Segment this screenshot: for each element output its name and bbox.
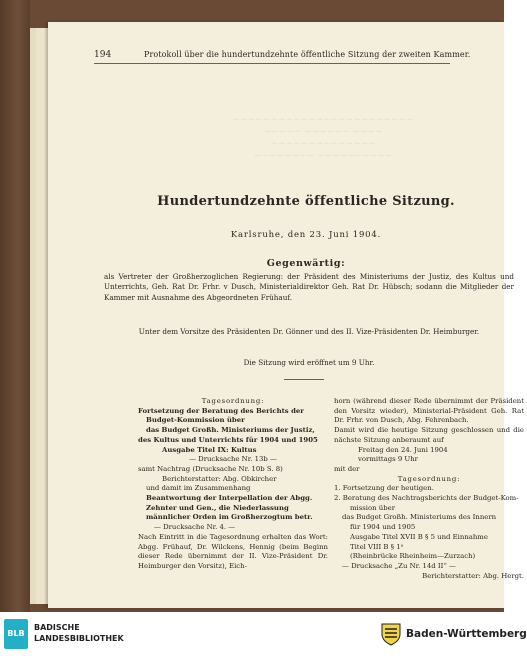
session-dateline: Karlsruhe, den 23. Juni 1904. xyxy=(230,230,382,240)
next-agenda-item: Berichterstatter: Abg. Hergt. xyxy=(422,571,524,580)
library-name xyxy=(34,622,124,644)
next-agenda-item: für 1904 und 1905 xyxy=(350,523,416,532)
agenda-line: Zehnter und Gen., die Niederlassung xyxy=(146,503,289,512)
present-heading: Gegenwärtig: xyxy=(266,258,346,269)
agenda-line: Beantwortung der Interpellation der Abgg. xyxy=(146,494,313,503)
agenda-line: und damit im Zusammenhang xyxy=(146,484,251,493)
running-head: Protokoll über die hundertundzehnte öffentliche Sitzung der zweiten Kammer. xyxy=(144,50,471,59)
agenda-line: Ausgabe Titel IX: Kultus xyxy=(162,445,257,454)
next-agenda-item: 2. Beratung des Nachtragsberichts der Budget-Kom- xyxy=(334,494,519,503)
next-session-time: vormittags 9 Uhr xyxy=(358,455,418,464)
agenda-heading: Tagesordnung: xyxy=(201,397,265,405)
agenda-line: — Drucksache Nr. 13b — xyxy=(189,455,277,464)
page-number: 194 xyxy=(94,50,112,60)
agenda-line: das Budget Großh. Ministeriums der Justiz, xyxy=(146,426,315,435)
next-agenda-item: (Rheinbrücke Rheinheim—Zurzach) xyxy=(350,552,476,561)
book-cover-edge xyxy=(0,0,30,612)
section-divider xyxy=(284,379,324,380)
present-text: als Vertreter der Großherzoglichen Regierung: der Präsident des Ministeriums der Justiz, des Kultus und Unterrichts, Geh. Rat Dr. Frhr. v Dusch, Ministerialdirektor Geh. Rat Dr. Hübsch; sodann die Mitglieder der Kammer mit Ausnahme des Abgeordneten Frühauf. xyxy=(104,272,514,302)
right-column xyxy=(334,397,524,581)
library-name-line2: LANDESBIBLIOTHEK xyxy=(34,634,124,643)
next-session-date: Freitag den 24. Juni 1904 xyxy=(358,445,448,454)
library-footer xyxy=(0,612,527,656)
agenda-line: des Kultus und Unterrichts für 1904 und 1905 xyxy=(138,435,318,444)
agenda-line: Budget-Kommission über xyxy=(146,416,245,425)
speakers-continuation: horn (während dieser Rede übernimmt der Präsident den Vorsitz wieder), Ministerial-Präsident Geh. Rat Dr. Frhr. von Dusch, Abg. Fehrenbach. xyxy=(334,397,524,425)
presidency-line: Unter dem Vorsitze des Präsidenten Dr. Gönner und des II. Vize-Präsidenten Dr. Heimburger. xyxy=(138,327,480,336)
with-label: mit der xyxy=(334,464,360,473)
agenda-line: Fortsetzung der Beratung des Berichts der xyxy=(138,406,304,415)
opening-line: Die Sitzung wird eröffnet um 9 Uhr. xyxy=(243,358,375,367)
blb-logo[interactable]: BLB xyxy=(4,619,28,649)
next-agenda-item: — Drucksache „Zu Nr. 14d II“ — xyxy=(342,561,456,570)
document-page xyxy=(48,22,524,608)
next-agenda-item: mission über xyxy=(350,503,396,512)
next-session-text: Damit wird die heutige Sitzung geschlossen und die nächste Sitzung anberaumt auf xyxy=(334,426,524,444)
agenda-line: männlicher Orden im Großherzogtum betr. xyxy=(146,513,313,522)
next-agenda-item: 1. Fortsetzung der heutigen. xyxy=(334,484,434,493)
next-agenda-item: Ausgabe Titel XVII B § 5 und Einnahme xyxy=(350,532,488,541)
next-agenda-item: Titel VIII B § 1ᵃ xyxy=(350,542,404,551)
library-name-line1: BADISCHE xyxy=(34,623,80,632)
header-rule xyxy=(94,63,450,64)
next-agenda-item: das Budget Großh. Ministeriums des Innern xyxy=(342,513,497,522)
next-agenda-heading: Tagesordnung: xyxy=(397,474,461,483)
bleed-through-text: ~~~~~~~~~~~~~~~~~~~~~~~~ ~~~~~ ~~~~~~ ~~~~ ~~~~~~~~~~~~~~ ~~~~~~~~ ~~~~~~~~~~ xyxy=(232,115,414,161)
left-column xyxy=(138,397,328,572)
coat-of-arms-icon xyxy=(380,622,402,646)
state-name[interactable]: Baden-Württemberg xyxy=(406,628,527,640)
agenda-line: Berichterstatter: Abg. Obkircher xyxy=(162,474,277,483)
agenda-line: samt Nachtrag (Drucksache Nr. 10b S. 8) xyxy=(138,464,283,473)
speakers-paragraph: Nach Eintritt in die Tagesordnung erhalten das Wort: Abgg. Frühauf, Dr. Wilckens, Hennig (beim Beginn dieser Rede übernimmt der II. Vize-Präsident Dr. Heimburger den Vorsitz), Eich- xyxy=(138,532,328,570)
session-title: Hundertundzehnte öffentliche Sitzung. xyxy=(157,194,455,209)
agenda-line: — Drucksache Nr. 4. — xyxy=(154,523,236,532)
